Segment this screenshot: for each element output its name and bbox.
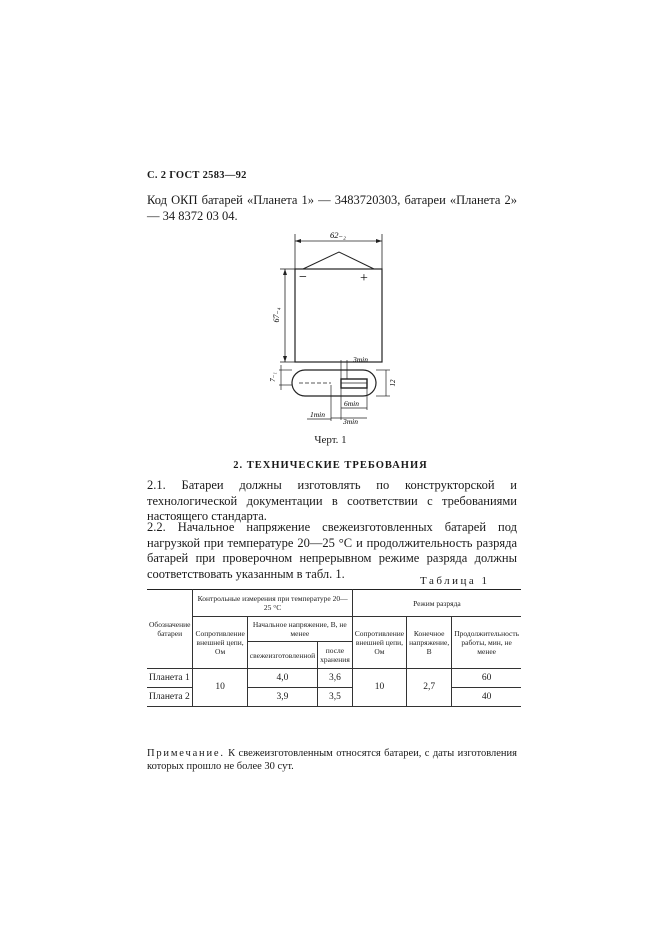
table-caption: Таблица 1 [420,575,490,587]
col-mode-resistance: Сопротивление внешней цепи, Ом [352,617,406,669]
section-title: 2. ТЕХНИЧЕСКИЕ ТРЕБОВАНИЯ [233,460,428,471]
clause-2-1: 2.1. Батареи должны изготовлять по конструкторской и технологической документации в соответствии с требованиями настоящего стандарта. [147,478,517,523]
row-name: Планета 1 [147,669,193,688]
row-after: 3,5 [318,688,353,707]
note-label: Примечание. [147,748,225,759]
row-after: 3,6 [318,669,353,688]
row-name: Планета 2 [147,688,193,707]
figure-caption: Черт. 1 [314,434,347,446]
col-designation: Обозначение батареи [147,590,193,669]
row-fresh: 4,0 [247,669,317,688]
col-resistance: Сопротивление внешней цепи, Ом [193,617,247,669]
dim-1min: 1min [310,410,325,419]
minus-sign: − [299,270,307,285]
col-duration: Продолжительность работы, мин, не менее [452,617,521,669]
table-1 [147,589,521,707]
intro-paragraph: Код ОКП батарей «Планета 1» — 3483720303, батареи «Планета 2» — 34 8372 03 04. [147,193,517,223]
dim-6min: 6min [344,399,359,408]
row-final-voltage: 2,7 [407,669,452,707]
dim-3min-top: 3min [353,355,368,364]
dim-3min-bottom: 3min [343,417,358,426]
row-duration: 40 [452,688,521,707]
row-fresh: 3,9 [247,688,317,707]
battery-body [295,269,382,362]
table-row [147,669,521,688]
col-fresh: свежеизготовленной [247,642,317,669]
row-mode-resistance: 10 [352,669,406,707]
row-resistance: 10 [193,669,247,707]
row-duration: 60 [452,669,521,688]
col-final-voltage: Конечное напряжение, В [407,617,452,669]
group-control: Контрольные измерения при температуре 20—25 °С [193,590,352,617]
col-initial-voltage: Начальное напряжение, В, не менее [247,617,352,642]
group-mode: Режим разряда [352,590,521,617]
note-text: К свежеизготовленным относятся батареи, с даты изготовления которых прошло не более 30 сут. [147,748,517,772]
dim-7: 7₋₁ [269,372,277,382]
dim-width: 62₋₂ [330,230,346,240]
dim-height: 67₋₄ [272,307,281,323]
clause-2-2: 2.2. Начальное напряжение свежеизготовленных батарей под нагрузкой при температуре 20—25 °С и продолжительность разряда батарей при проверочном непрерывном режиме разряда должны соответствовать указанным в табл. 1. [147,520,517,581]
plus-sign: + [360,271,368,286]
battery-drawing [255,225,405,430]
dim-12: 12 [389,379,397,387]
page-header: С. 2 ГОСТ 2583—92 [147,170,247,181]
note [147,747,517,773]
col-after-storage: после хранения [318,642,353,669]
